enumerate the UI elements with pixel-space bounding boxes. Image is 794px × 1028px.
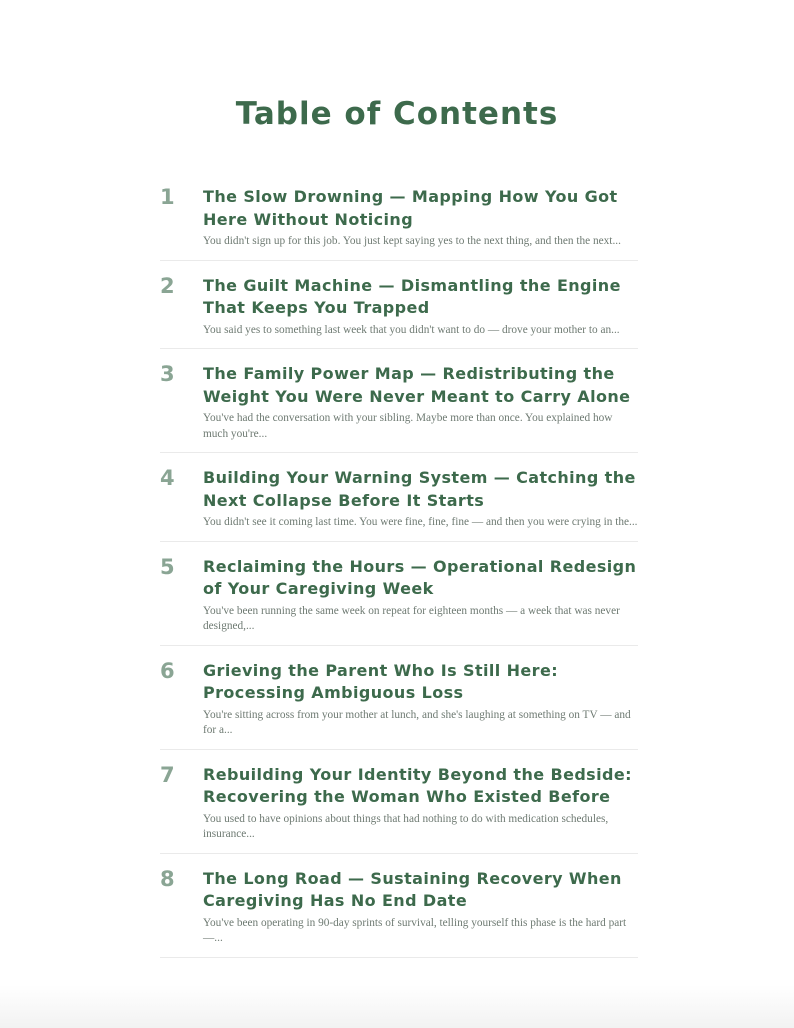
chapter-number: 1: [160, 185, 175, 209]
chapter-body: [203, 273, 638, 339]
chapter-number: 4: [160, 466, 175, 490]
chapter-number: 2: [160, 273, 175, 298]
toc-entry: [160, 261, 638, 350]
chapter-body: [203, 554, 638, 635]
chapter-body: [203, 866, 638, 947]
chapter-excerpt: You used to have opinions about things that had nothing to do with medication schedules, insurance...: [203, 812, 609, 840]
chapter-body: [203, 658, 638, 739]
chapter-number: 5: [160, 554, 175, 579]
chapter-excerpt: You've been operating in 90-day sprints of survival, telling yourself this phase is the hard part —...: [203, 916, 627, 944]
chapter-excerpt: You're sitting across from your mother at lunch, and she's laughing at something on TV — and for a...: [203, 708, 631, 736]
chapter-excerpt: You didn't see it coming last time. You were fine, fine, fine — and then you were crying in the...: [203, 516, 638, 528]
chapter-title-link[interactable]: The Guilt Machine — Dismantling the Engine That Keeps You Trapped: [203, 275, 621, 317]
toc-list: [160, 172, 638, 958]
chapter-title-link[interactable]: Building Your Warning System — Catching the Next Collapse Before It Starts: [203, 468, 636, 510]
chapter-body: [203, 184, 638, 250]
chapter-body: [203, 762, 638, 843]
toc-entry: [160, 542, 638, 646]
toc-entry: [160, 750, 638, 854]
toc-entry: [160, 172, 638, 261]
chapter-excerpt: You've had the conversation with your sibling. Maybe more than once. You explained how much you're...: [203, 412, 613, 440]
chapter-title-link[interactable]: The Family Power Map — Redistributing the Weight You Were Never Meant to Carry Alone: [203, 364, 631, 406]
chapter-title-link[interactable]: Rebuilding Your Identity Beyond the Bedside: Recovering the Woman Who Existed Before: [203, 764, 632, 806]
chapter-excerpt: You said yes to something last week that you didn't want to do — drove your mother to an...: [203, 323, 620, 336]
toc-entry: [160, 453, 638, 542]
chapter-body: [203, 465, 638, 531]
chapter-title-link[interactable]: Grieving the Parent Who Is Still Here: Processing Ambiguous Loss: [203, 660, 559, 702]
chapter-excerpt: You've been running the same week on repeat for eighteen months — a week that was never designed,...: [203, 604, 620, 632]
chapter-number: 7: [160, 762, 175, 787]
toc-entry: [160, 646, 638, 750]
page-title: Table of Contents: [235, 96, 559, 132]
toc-entry: [160, 854, 638, 958]
chapter-title-link[interactable]: Reclaiming the Hours — Operational Redesign of Your Caregiving Week: [203, 556, 637, 598]
chapter-number: 8: [160, 866, 175, 891]
chapter-title-link[interactable]: The Long Road — Sustaining Recovery When Caregiving Has No End Date: [203, 868, 622, 910]
chapter-number: 6: [160, 658, 175, 683]
toc-entry: [160, 349, 638, 453]
chapter-excerpt: You didn't sign up for this job. You just kept saying yes to the next thing, and then the next...: [203, 235, 621, 247]
chapter-number: 3: [160, 362, 175, 386]
chapter-title-link[interactable]: The Slow Drowning — Mapping How You Got Here Without Noticing: [203, 187, 618, 229]
chapter-body: [203, 361, 638, 442]
